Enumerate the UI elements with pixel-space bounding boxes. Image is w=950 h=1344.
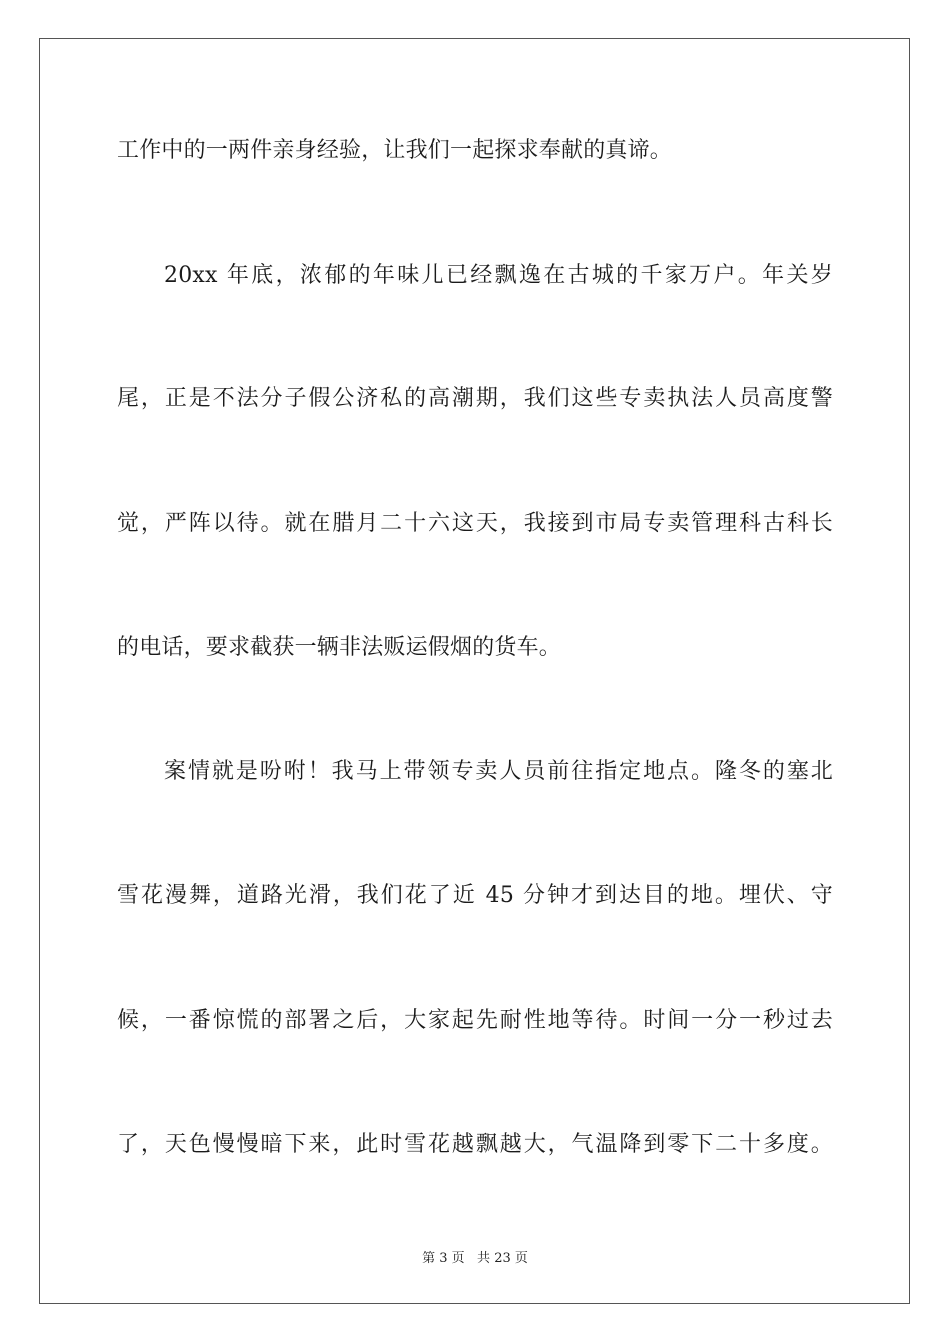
paragraph-line: 20xx 年底，浓郁的年味儿已经飘逸在古城的千家万户。年关岁 xyxy=(164,263,833,288)
paragraph-line: 工作中的一两件亲身经验，让我们一起探求奉献的真谛。 xyxy=(117,138,673,163)
page-border xyxy=(39,38,910,1304)
paragraph-line: 了，天色慢慢暗下来，此时雪花越飘越大，气温降到零下二十多度。 xyxy=(117,1132,833,1157)
paragraph-line: 雪花漫舞，道路光滑，我们花了近 45 分钟才到达目的地。埋伏、守 xyxy=(117,883,833,908)
page-number: 第 3 页 共 23 页 xyxy=(422,1251,528,1266)
paragraph-line: 的电话，要求截获一辆非法贩运假烟的货车。 xyxy=(117,635,562,660)
paragraph-line: 候，一番惊慌的部署之后，大家起先耐性地等待。时间一分一秒过去 xyxy=(117,1008,833,1033)
paragraph-line: 尾，正是不法分子假公济私的高潮期，我们这些专卖执法人员高度警 xyxy=(117,386,833,411)
paragraph-line: 觉，严阵以待。就在腊月二十六这天，我接到市局专卖管理科古科长 xyxy=(117,511,833,536)
paragraph-line: 案情就是吩咐！我马上带领专卖人员前往指定地点。隆冬的塞北 xyxy=(164,759,833,784)
